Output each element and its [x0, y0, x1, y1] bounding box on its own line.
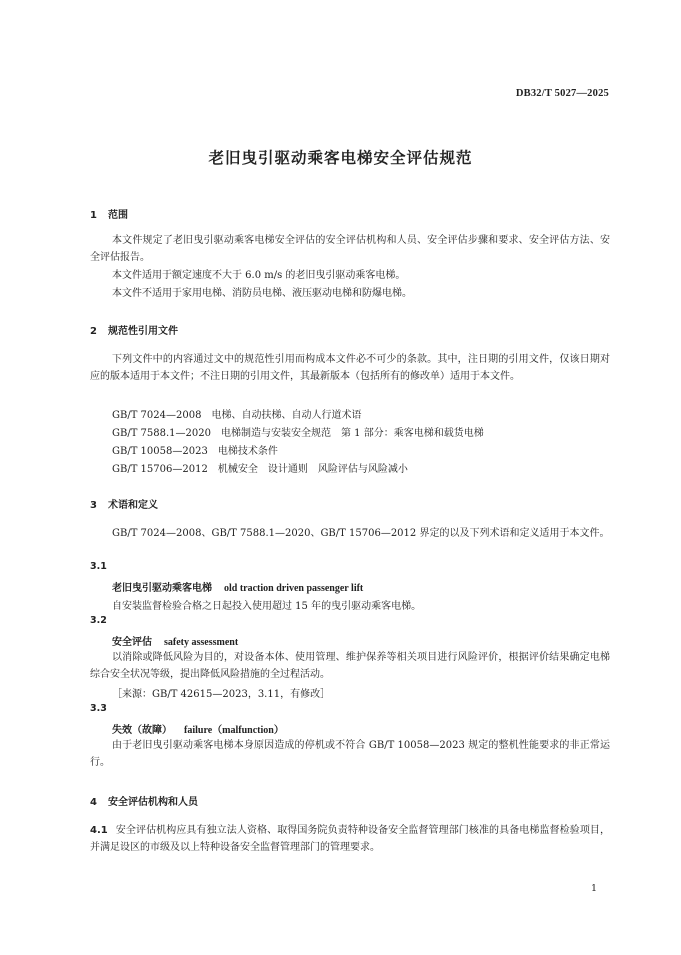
term-number: 3.1 [90, 561, 107, 572]
clause-text: 安全评估机构应具有独立法人资格、取得国务院负责特种设备安全监督管理部门核准的具备电梯监督检验项目，并满足设区的市级及以上特种设备安全监督管理部门的管理要求。 [90, 825, 610, 853]
reference-item: GB/T 7588.1—2020 电梯制造与安装安全规范 第 1 部分：乘客电梯和载货电梯 [112, 428, 484, 439]
term-english: old traction driven passenger lift [224, 583, 364, 594]
term-definition: 自安装监督检验合格之日起投入使用超过 15 年的曳引驱动乘客电梯。 [112, 601, 422, 612]
section-number: 4 [90, 797, 97, 808]
reference-item: GB/T 10058—2023 电梯技术条件 [112, 446, 278, 457]
term-number: 3.2 [90, 615, 107, 626]
section-heading-1 [90, 206, 128, 221]
standard-code: DB32/T 5027—2025 [515, 88, 609, 99]
scope-paragraph-2: 本文件适用于额定速度不大于 6.0 m/s 的老旧曳引驱动乘客电梯。 [112, 270, 406, 281]
document-title: 老旧曳引驱动乘客电梯安全评估规范 [208, 149, 473, 167]
terms-intro-paragraph: GB/T 7024—2008、GB/T 7588.1—2020、GB/T 15706—2012 界定的以及下列术语和定义适用于本文件。 [112, 528, 610, 539]
section-heading-2 [90, 322, 178, 337]
term-definition: 由于老旧曳引驱动乘客电梯本身原因造成的停机或不符合 GB/T 10058—2023 规定的整机性能要求的非正常运行。 [90, 740, 610, 768]
term-number: 3.3 [90, 703, 107, 714]
section-title: 范围 [108, 210, 128, 221]
term-chinese: 老旧曳引驱动乘客电梯 [112, 583, 212, 594]
term-english: failure（malfunction） [184, 725, 284, 736]
section-title: 规范性引用文件 [108, 326, 178, 337]
references-intro-paragraph: 下列文件中的内容通过文中的规范性引用而构成本文件必不可少的条款。其中，注日期的引用文件，仅该日期对应的版本适用于本文件；不注日期的引用文件，其最新版本（包括所有的修改单）适用于本文件。 [90, 354, 610, 382]
section-number: 3 [90, 500, 97, 511]
section-title: 安全评估机构和人员 [108, 797, 198, 808]
term-heading [112, 633, 238, 648]
term-source: ［来源：GB/T 42615—2023，3.11，有修改］ [112, 689, 331, 700]
page-number: 1 [590, 883, 597, 894]
section-heading-3 [90, 496, 158, 511]
scope-paragraph-1: 本文件规定了老旧曳引驱动乘客电梯安全评估的安全评估机构和人员、安全评估步骤和要求、安全评估方法、安全评估报告。 [90, 235, 610, 263]
term-chinese: 失效（故障） [112, 725, 172, 736]
term-english: safety assessment [164, 637, 239, 648]
clause-4-1 [90, 822, 610, 856]
term-heading [112, 579, 363, 594]
section-title: 术语和定义 [108, 500, 158, 511]
scope-paragraph-3: 本文件不适用于家用电梯、消防员电梯、液压驱动电梯和防爆电梯。 [112, 288, 412, 299]
reference-item: GB/T 15706—2012 机械安全 设计通则 风险评估与风险减小 [112, 464, 408, 475]
term-definition: 以消除或降低风险为目的，对设备本体、使用管理、维护保养等相关项目进行风险评价，根据评价结果确定电梯综合安全状况等级，提出降低风险措施的全过程活动。 [90, 652, 610, 680]
clause-number: 4.1 [90, 825, 108, 836]
section-number: 1 [90, 210, 97, 221]
section-heading-4 [90, 793, 198, 808]
reference-item: GB/T 7024—2008 电梯、自动扶梯、自动人行道术语 [112, 410, 362, 421]
term-chinese: 安全评估 [112, 637, 152, 648]
term-heading [112, 721, 284, 736]
section-number: 2 [90, 326, 97, 337]
